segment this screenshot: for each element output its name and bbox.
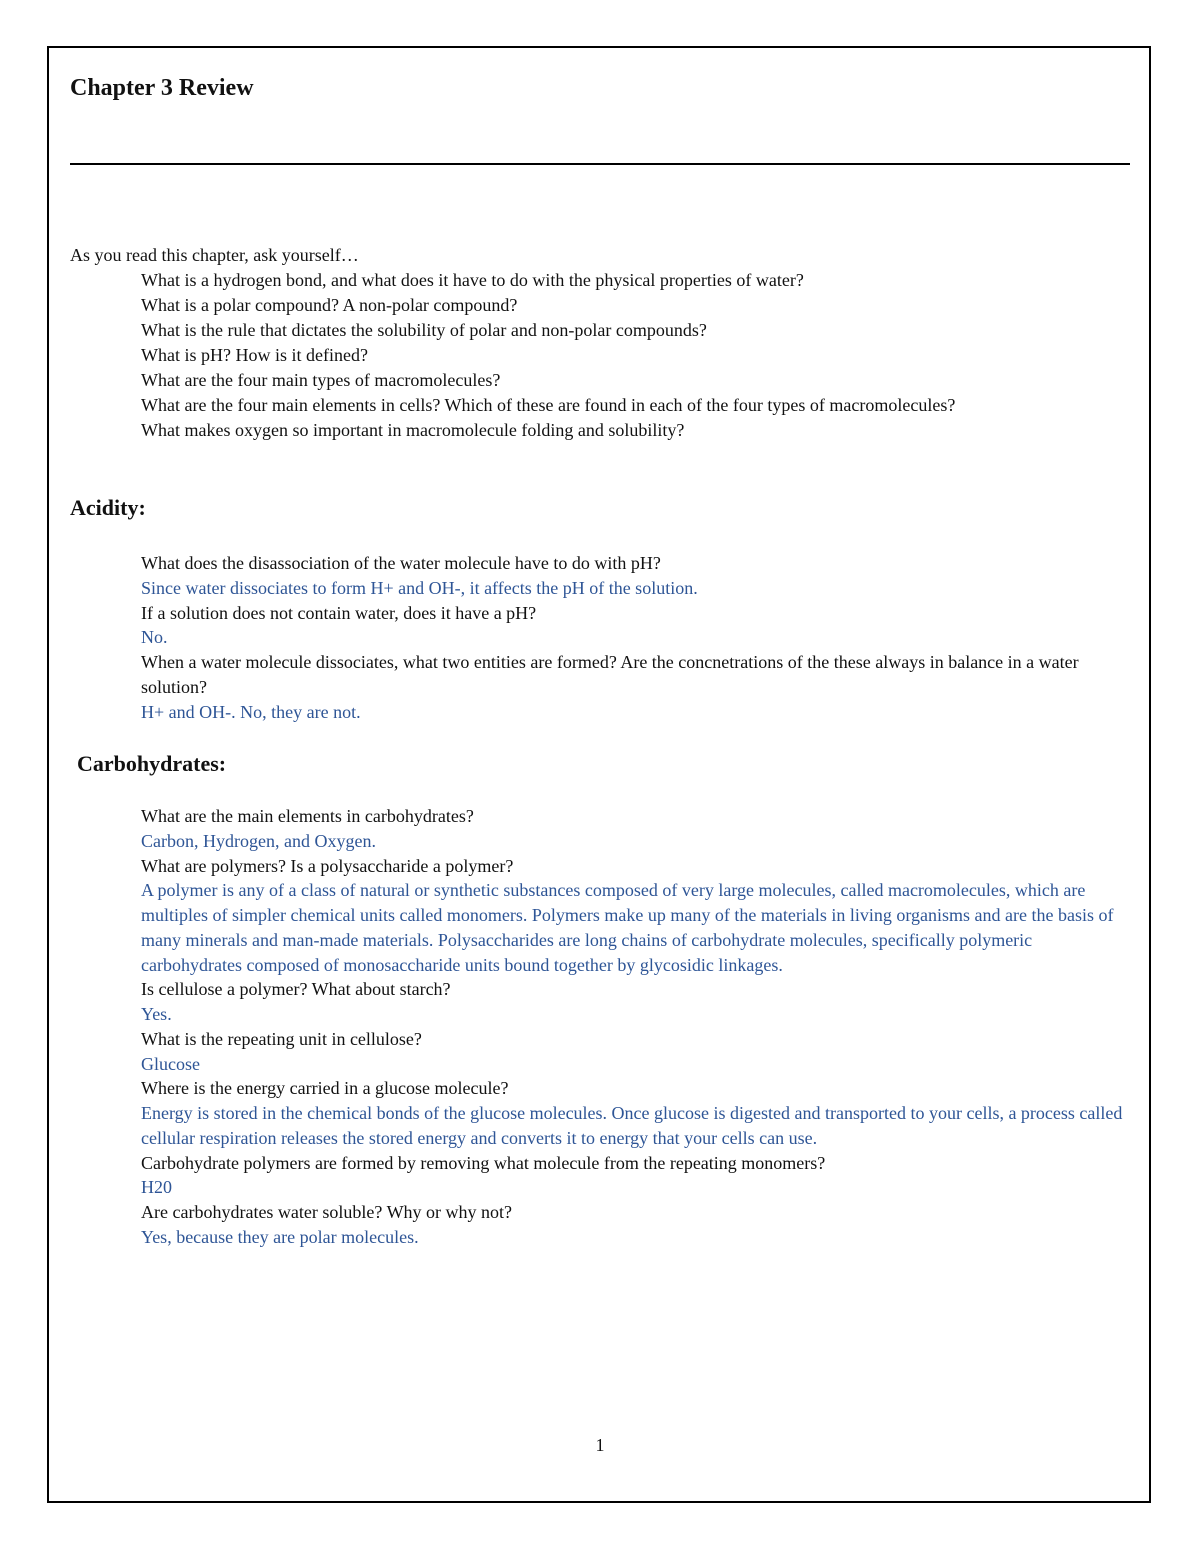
question: If a solution does not contain water, does it have a pH? xyxy=(141,602,537,623)
answer: No. xyxy=(141,627,168,648)
answer: H20 xyxy=(141,1177,172,1198)
question: Is cellulose a polymer? What about starch? xyxy=(141,979,451,1000)
intro-lead: As you read this chapter, ask yourself… xyxy=(70,245,359,265)
question: Carbohydrate polymers are formed by removing what molecule from the repeating monomers? xyxy=(141,1152,826,1173)
question: What is the repeating unit in cellulose? xyxy=(141,1028,422,1049)
acidity-qa-list xyxy=(141,551,1131,724)
answer: H+ and OH-. No, they are not. xyxy=(141,701,361,722)
intro-question-list xyxy=(141,268,1141,443)
intro-question: What makes oxygen so important in macromolecule folding and solubility? xyxy=(141,420,685,440)
intro-question: What is pH? How is it defined? xyxy=(141,345,368,365)
question: What does the disassociation of the water molecule have to do with pH? xyxy=(141,553,661,573)
question: When a water molecule dissociates, what two entities are formed? Are the concnetrations of the these always in balance in a water solution? xyxy=(141,652,1079,697)
carbohydrates-qa-list xyxy=(141,804,1131,1250)
answer: Energy is stored in the chemical bonds of the glucose molecules. Once glucose is digested and transported to your cells, a process called cellular respiration releases the stored energy and converts it to energy that your cells can use. xyxy=(141,1103,1123,1148)
question: What are polymers? Is a polysaccharide a polymer? xyxy=(141,855,514,876)
answer: A polymer is any of a class of natural or synthetic substances composed of very large molecules, called macromolecules, which are multiples of simpler chemical units called monomers. Polymers make up many of the materials in living organisms and are the basis of many minerals and man-made materials. Polysaccharides are long chains of carbohydrate molecules, specifically polymeric carbohydrates composed of monosaccharide units bound together by glycosidic linkages. xyxy=(141,880,1114,975)
question: What are the main elements in carbohydrates? xyxy=(141,806,474,826)
intro-question: What is a hydrogen bond, and what does it have to do with the physical properties of water? xyxy=(141,270,804,290)
intro-question: What are the four main types of macromolecules? xyxy=(141,370,501,390)
acidity-heading: Acidity: xyxy=(70,495,146,520)
answer: Glucose xyxy=(141,1053,200,1074)
question: Are carbohydrates water soluble? Why or why not? xyxy=(141,1202,513,1222)
page-title: Chapter 3 Review xyxy=(70,75,254,101)
intro-question: What is a polar compound? A non-polar compound? xyxy=(141,295,518,315)
carbohydrates-heading: Carbohydrates: xyxy=(77,751,227,776)
answer: Yes, because they are polar molecules. xyxy=(141,1226,419,1247)
intro-question: What is the rule that dictates the solubility of polar and non-polar compounds? xyxy=(141,320,707,340)
question: Where is the energy carried in a glucose molecule? xyxy=(141,1078,509,1099)
answer: Carbon, Hydrogen, and Oxygen. xyxy=(141,830,376,851)
answer: Yes. xyxy=(141,1004,172,1024)
intro-question: What are the four main elements in cells? Which of these are found in each of the four types of macromolecules? xyxy=(141,395,956,415)
answer: Since water dissociates to form H+ and OH-, it affects the pH of the solution. xyxy=(141,577,698,598)
page-number: 1 xyxy=(595,1435,605,1455)
title-divider xyxy=(70,163,1130,165)
